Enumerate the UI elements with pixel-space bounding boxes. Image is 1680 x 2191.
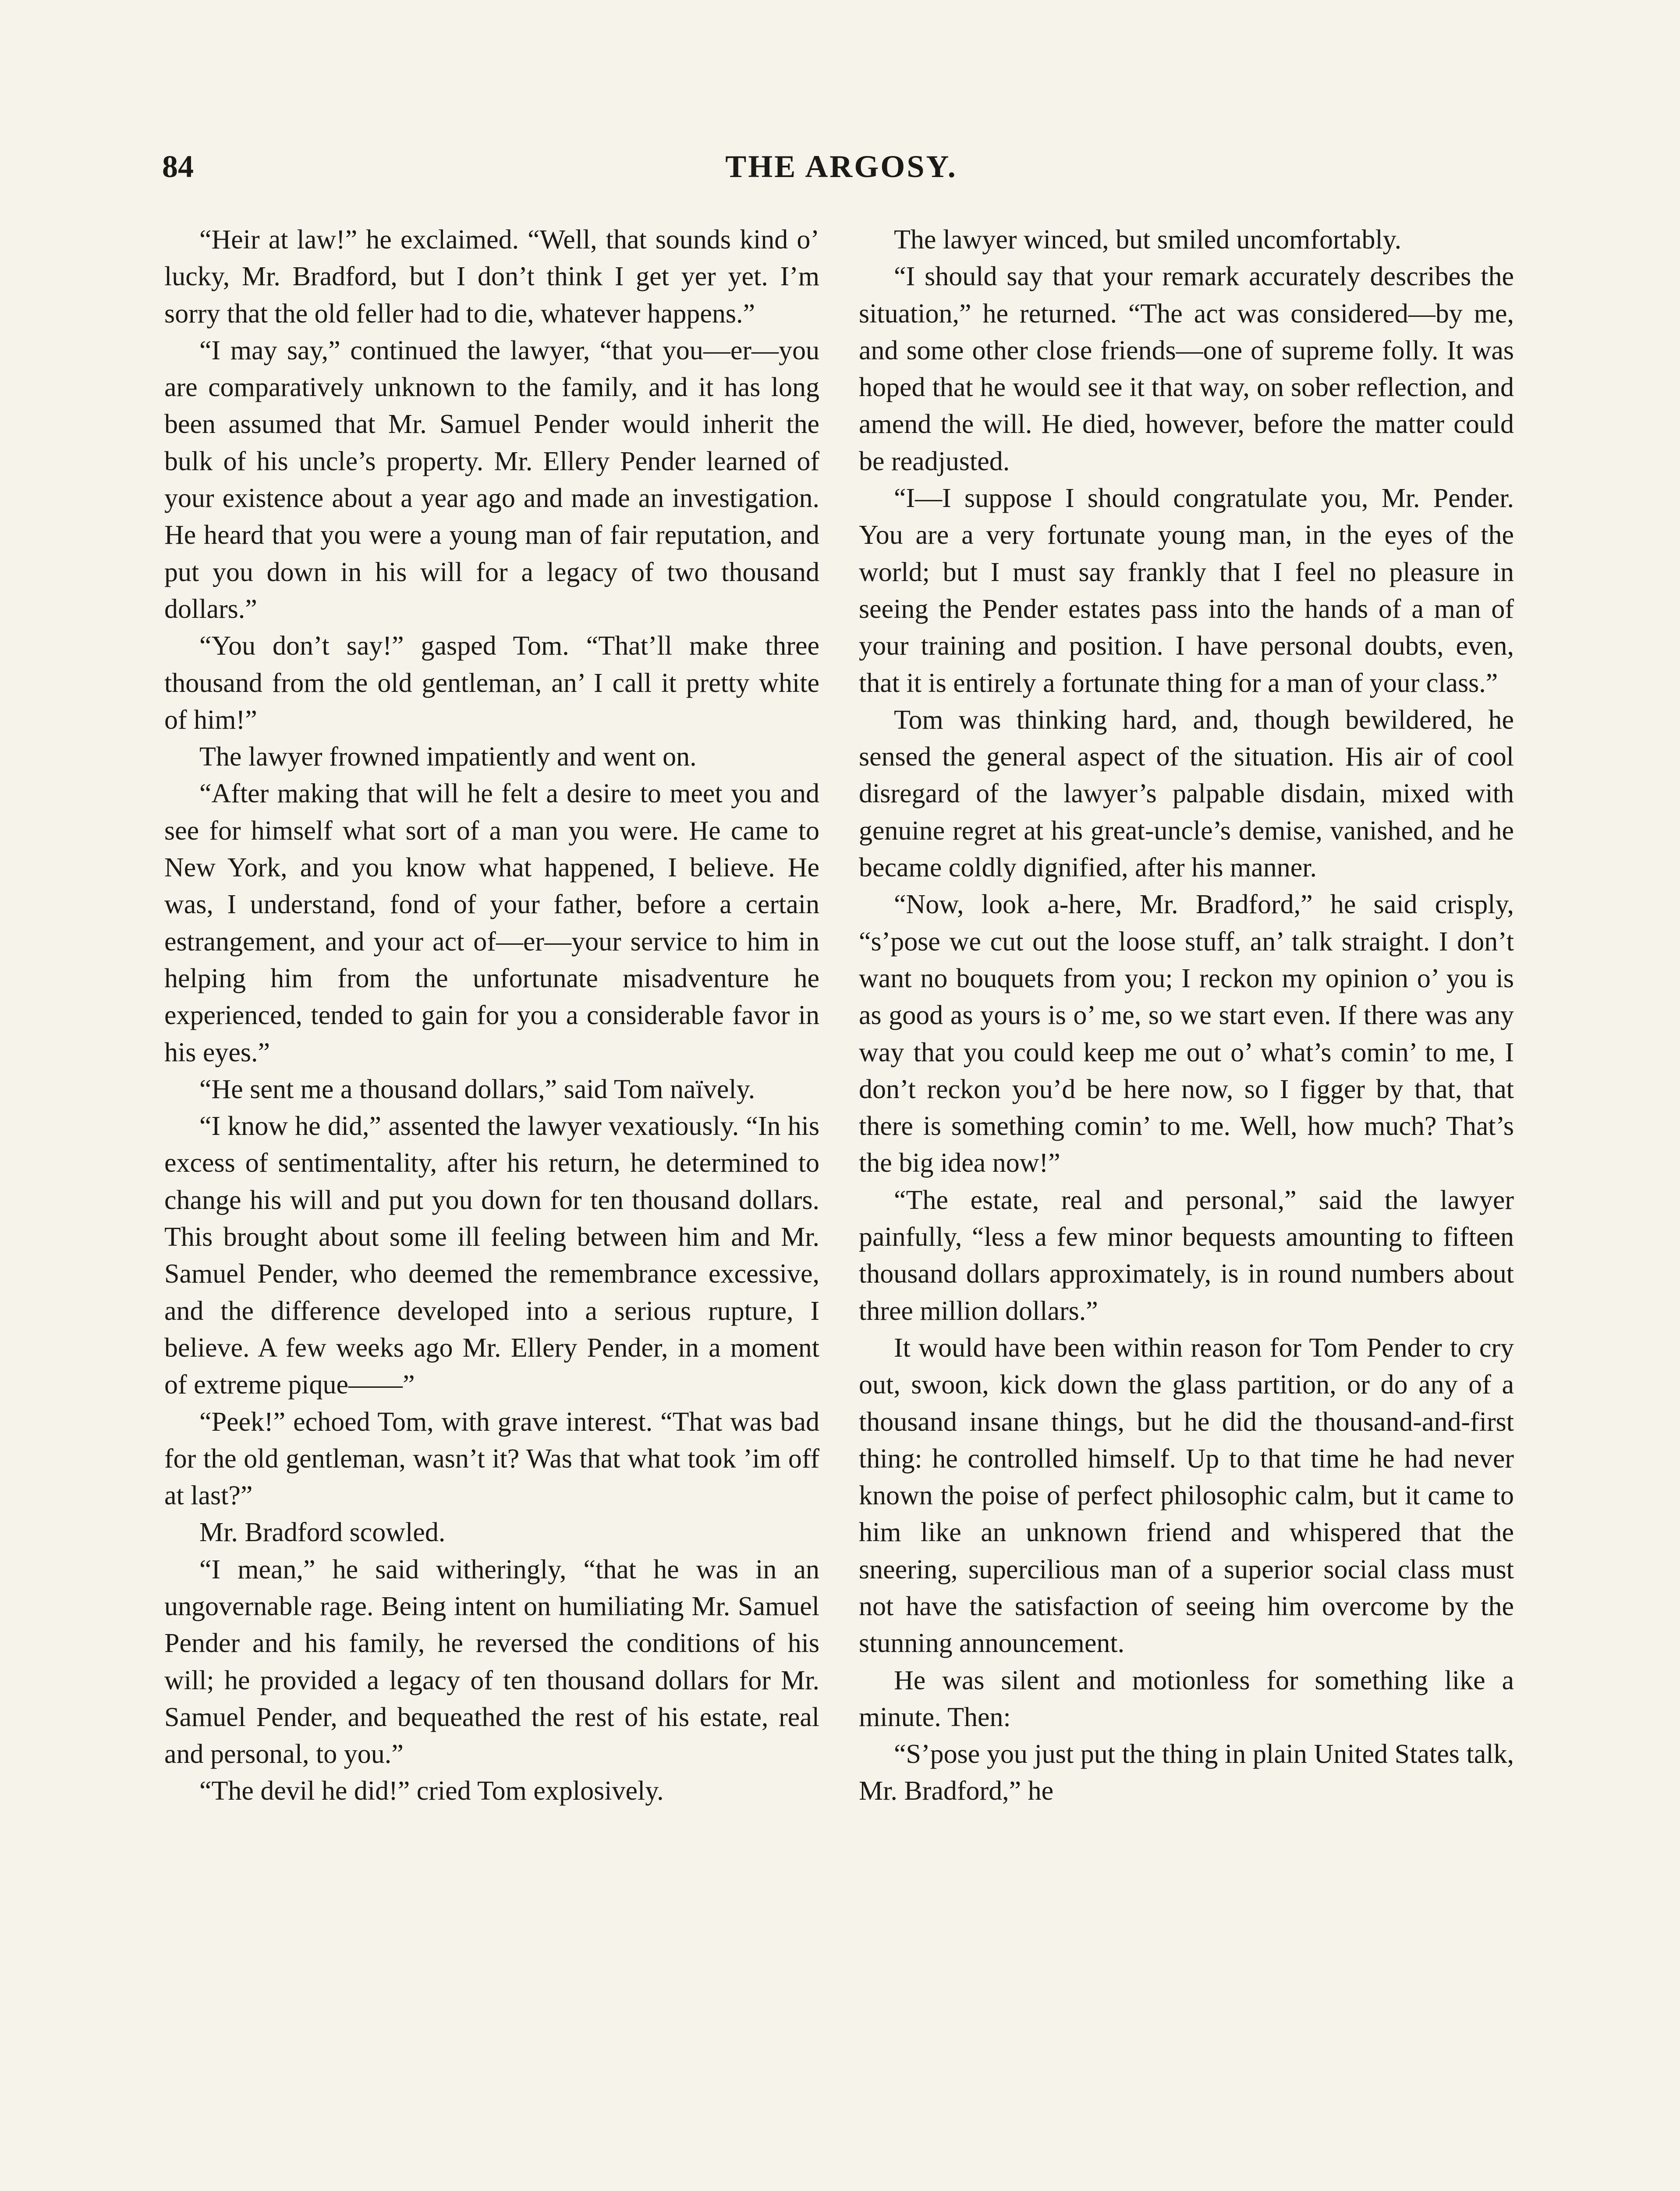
paragraph: “I should say that your remark accurately describes the situation,” he returned. “The act was considered—by me, and some other close friends—one of supreme folly. It was hoped that he would see it that way, on sober reflection, and amend the will. He died, however, before the matter could be readjusted.: [859, 262, 1514, 476]
right-column: [859, 221, 1514, 2191]
paragraph: Tom was thinking hard, and, though bewildered, he sensed the general aspect of the situation. His air of cool disregard of the lawyer’s palpable disdain, mixed with genuine regret at his great-uncle’s demise, vanished, and he became coldly dignified, after his manner.: [859, 705, 1514, 883]
paragraph: “Peek!” echoed Tom, with grave interest. “That was bad for the old gentleman, wasn’t it? Was that what took ’im off at last?”: [164, 1407, 819, 1511]
paragraph: “The estate, real and personal,” said the lawyer painfully, “less a few minor bequests amounting to fifteen thousand dollars approximately, is in round numbers about three million dollars.”: [859, 1185, 1514, 1326]
paragraph: The lawyer frowned impatiently and went on.: [199, 742, 697, 772]
running-title: THE ARGOSY.: [725, 149, 957, 184]
paragraph: “After making that will he felt a desire to meet you and see for himself what sort of a man you were. He came to New York, and you know what happened, I believe. He was, I understand, fond of your father, before a certain estrangement, and your act of—er—your service to him in helping him from the unfortunate misadventure he experienced, tended to gain for you a considerable favor in his eyes.”: [164, 779, 819, 1067]
page-header: [162, 145, 1521, 202]
paragraph: “The devil he did!” cried Tom explosively.: [199, 1776, 664, 1806]
paragraph: “I—I suppose I should congratulate you, Mr. Pender. You are a very fortunate young man, in the eyes of the world; but I must say frankly that I feel no pleasure in seeing the Pender estates pass into the hands of a man of your training and position. I have personal doubts, even, that it is entirely a fortunate thing for a man of your class.”: [859, 483, 1514, 698]
paragraph: The lawyer winced, but smiled uncomfortably.: [894, 225, 1402, 255]
paragraph: “I mean,” he said witheringly, “that he was in an ungovernable rage. Being intent on humiliating Mr. Samuel Pender and his family, he reversed the conditions of his will; he provided a legacy of ten thousand dollars for Mr. Samuel Pender, and bequeathed the rest of his estate, real and personal, to you.”: [164, 1554, 819, 1769]
paragraph: “He sent me a thousand dollars,” said Tom naïvely.: [199, 1074, 755, 1104]
paragraph: He was silent and motionless for something like a minute. Then:: [859, 1665, 1514, 1732]
paragraph: “Now, look a-here, Mr. Bradford,” he said crisply, “s’pose we cut out the loose stuff, an’ talk straight. I don’t want no bouquets from you; I reckon my opinion o’ you is as good as yours is o’ me, so we start even. If there was any way that you could keep me out o’ what’s comin’ to me, I don’t reckon you’d be here now, so I figger by that, that there is something comin’ to me. Well, how much? That’s the big idea now!”: [859, 890, 1514, 1178]
paragraph: It would have been within reason for Tom Pender to cry out, swoon, kick down the glass partition, or do any of a thousand insane things, but he did the thousand-and-first thing: he controlled himself. Up to that time he had never known the poise of perfect philosophic calm, but it came to him like an unknown friend and whispered that the sneering, supercilious man of a superior social class must not have the satisfaction of seeing him overcome by the stunning announcement.: [859, 1333, 1514, 1659]
paragraph: “I may say,” continued the lawyer, “that you—er—you are comparatively unknown to the family, and it has long been assumed that Mr. Samuel Pender would inherit the bulk of his uncle’s property. Mr. Ellery Pender learned of your existence about a year ago and made an investigation. He heard that you were a young man of fair reputation, and put you down in his will for a legacy of two thousand dollars.”: [164, 335, 819, 624]
paragraph: “You don’t say!” gasped Tom. “That’ll make three thousand from the old gentleman, an’ I call it pretty white of him!”: [164, 631, 819, 735]
left-column: [164, 221, 819, 2191]
page-number: 84: [162, 149, 194, 184]
paragraph: “Heir at law!” he exclaimed. “Well, that sounds kind o’ lucky, Mr. Bradford, but I don’t think I get yer yet. I’m sorry that the old feller had to die, whatever happens.”: [164, 225, 819, 329]
paragraph: “S’pose you just put the thing in plain United States talk, Mr. Bradford,” he: [859, 1739, 1514, 1806]
paragraph: “I know he did,” assented the lawyer vexatiously. “In his excess of sentimentality, after his return, he determined to change his will and put you down for ten thousand dollars. This brought about some ill feeling between him and Mr. Samuel Pender, who deemed the remembrance excessive, and the difference developed into a serious rupture, I believe. A few weeks ago Mr. Ellery Pender, in a moment of extreme pique——”: [164, 1111, 819, 1400]
paragraph: Mr. Bradford scowled.: [199, 1517, 446, 1548]
